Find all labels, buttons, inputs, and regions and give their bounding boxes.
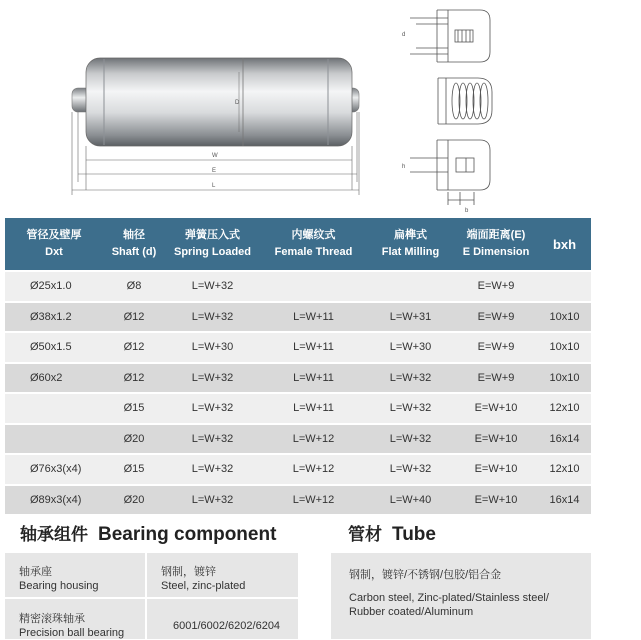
bearing-title-zh: 轴承组件 [20, 525, 88, 544]
cell-bxh: 16x14 [538, 424, 591, 455]
cell-shaft: Ø12 [103, 302, 165, 333]
cell-female-thread: L=W+11 [260, 302, 367, 333]
cell-bxh: 12x10 [538, 393, 591, 424]
table-row [5, 363, 591, 394]
table-row [5, 485, 591, 515]
female-thread-end-detail [410, 10, 490, 62]
cell-shaft: Ø15 [103, 393, 165, 424]
bearing-housing-label: 轴承座 Bearing housing [19, 566, 99, 592]
roller-tube [86, 58, 352, 146]
header-female-thread: 内螺纹式 Female Thread [260, 218, 367, 271]
shaft-d-label: d [402, 32, 406, 38]
header-dxt: 管径及壁厚 Dxt [5, 218, 103, 271]
cell-dxt: Ø89x3(x4) [5, 485, 103, 515]
cell-shaft: Ø15 [103, 454, 165, 485]
table-row [5, 454, 591, 485]
bearing-section-title [20, 520, 276, 546]
l-dimension-label: L [212, 183, 216, 189]
spring-loaded-end-detail [438, 78, 492, 124]
cell-flat-milling [367, 271, 454, 302]
cell-shaft: Ø12 [103, 332, 165, 363]
cell-female-thread: L=W+12 [260, 485, 367, 515]
diameter-label: D [235, 100, 240, 106]
cell-bxh: 12x10 [538, 454, 591, 485]
header-shaft: 轴径 Shaft (d) [103, 218, 165, 271]
cell-flat-milling: L=W+40 [367, 485, 454, 515]
cell-shaft: Ø20 [103, 485, 165, 515]
spec-table [5, 218, 591, 514]
cell-spring-loaded: L=W+30 [165, 332, 260, 363]
bearing-table [5, 553, 298, 639]
cell-female-thread: L=W+11 [260, 393, 367, 424]
cell-dxt [5, 424, 103, 455]
cell-female-thread: L=W+11 [260, 363, 367, 394]
w-dimension-label: W [212, 153, 218, 159]
roller-technical-drawing [0, 0, 641, 215]
cell-flat-milling: L=W+32 [367, 454, 454, 485]
cell-dxt: Ø38x1.2 [5, 302, 103, 333]
flat-milling-end-detail [410, 140, 490, 205]
cell-e-dimension: E=W+9 [454, 302, 538, 333]
cell-female-thread: L=W+12 [260, 424, 367, 455]
cell-spring-loaded: L=W+32 [165, 454, 260, 485]
cell-dxt [5, 393, 103, 424]
cell-e-dimension: E=W+10 [454, 454, 538, 485]
cell-shaft: Ø8 [103, 271, 165, 302]
cell-dxt: Ø50x1.5 [5, 332, 103, 363]
cell-flat-milling: L=W+32 [367, 393, 454, 424]
table-header-row [5, 218, 591, 271]
cell-dxt: Ø25x1.0 [5, 271, 103, 302]
cell-female-thread: L=W+11 [260, 332, 367, 363]
header-flat-milling: 扁榫式 Flat Milling [367, 218, 454, 271]
cell-e-dimension: E=W+10 [454, 424, 538, 455]
tube-material-box [331, 553, 591, 639]
cell-bxh [538, 271, 591, 302]
cell-shaft: Ø12 [103, 363, 165, 394]
cell-e-dimension: E=W+9 [454, 271, 538, 302]
cell-e-dimension: E=W+10 [454, 393, 538, 424]
cell-spring-loaded: L=W+32 [165, 393, 260, 424]
cell-female-thread [260, 271, 367, 302]
cell-spring-loaded: L=W+32 [165, 363, 260, 394]
flat-h-label: h [402, 164, 406, 170]
cell-flat-milling: L=W+32 [367, 363, 454, 394]
table-row [5, 271, 591, 302]
cell-flat-milling: L=W+32 [367, 424, 454, 455]
table-row [5, 393, 591, 424]
cell-bxh: 16x14 [538, 485, 591, 515]
cell-female-thread: L=W+12 [260, 454, 367, 485]
table-row [5, 332, 591, 363]
cell-bxh: 10x10 [538, 302, 591, 333]
cell-e-dimension: E=W+9 [454, 332, 538, 363]
cell-spring-loaded: L=W+32 [165, 485, 260, 515]
tube-title-zh: 管材 [348, 525, 382, 544]
bearing-housing-value: 钢制，镀锌 Steel, zinc-plated [161, 566, 246, 592]
cell-bxh: 10x10 [538, 332, 591, 363]
cell-flat-milling: L=W+30 [367, 332, 454, 363]
precision-ball-bearing-label: 精密滚珠轴承 Precision ball bearing [19, 613, 125, 639]
flat-b-label: b [465, 208, 469, 214]
cell-dxt: Ø60x2 [5, 363, 103, 394]
cell-shaft: Ø20 [103, 424, 165, 455]
cell-e-dimension: E=W+10 [454, 485, 538, 515]
precision-ball-bearing-value: 6001/6002/6202/6204 [173, 620, 281, 632]
tube-title-en: Tube [392, 524, 436, 545]
tube-material-en: Carbon steel, Zinc-plated/Stainless steel/ Rubber coated/Aluminum [349, 592, 549, 618]
tube-material-zh: 钢制，镀锌/不锈钢/包胶/铝合金 [349, 569, 502, 581]
cell-spring-loaded: L=W+32 [165, 271, 260, 302]
header-spring-loaded: 弹簧压入式 Spring Loaded [165, 218, 260, 271]
cell-bxh: 10x10 [538, 363, 591, 394]
bearing-title-en: Bearing component [98, 524, 277, 545]
table-row [5, 424, 591, 455]
table-row [5, 302, 591, 333]
tube-section-title [348, 520, 436, 546]
cell-spring-loaded: L=W+32 [165, 424, 260, 455]
header-e-dimension: 端面距离(E) E Dimension [454, 218, 538, 271]
cell-e-dimension: E=W+9 [454, 363, 538, 394]
cell-spring-loaded: L=W+32 [165, 302, 260, 333]
e-dimension-label: E [212, 168, 217, 174]
header-bxh: bxh [538, 218, 591, 271]
cell-flat-milling: L=W+31 [367, 302, 454, 333]
cell-dxt: Ø76x3(x4) [5, 454, 103, 485]
